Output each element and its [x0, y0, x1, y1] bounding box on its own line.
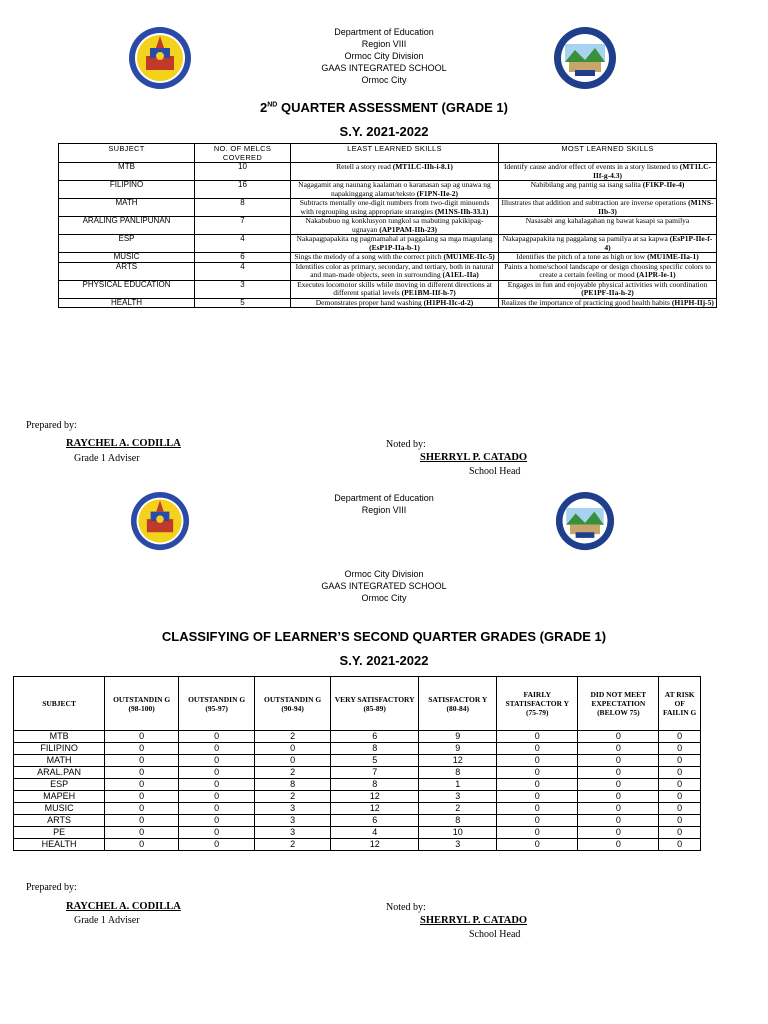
grades-col-header — [659, 677, 701, 731]
page1-school-year: S.Y. 2021-2022 — [339, 124, 429, 139]
grades-cell: 0 — [179, 731, 255, 743]
table-row — [14, 767, 701, 779]
most-skill-text: Nasasabi ang kahalagahan ng bawat kasapi sa pamilya — [525, 216, 690, 225]
row-most-learned — [499, 298, 717, 308]
grades-col-header — [419, 677, 497, 731]
row-most-learned — [499, 199, 717, 217]
skills-table — [58, 143, 717, 308]
least-skill-text: Nagagamit ang naunang kaalaman o karanasan sap ag unawa ng napakinggang alamat/teksto — [298, 180, 491, 198]
col-most-learned: MOST LEARNED SKILLS — [499, 144, 717, 163]
least-skill-code: (H1PH-IIc-d-2) — [423, 297, 474, 307]
col-melcs: NO. OF MELCS COVERED — [195, 144, 291, 163]
row-melcs: 4 — [195, 235, 291, 253]
row-melcs: 16 — [195, 181, 291, 199]
grades-cell: 0 — [659, 839, 701, 851]
grades-cell: 0 — [179, 815, 255, 827]
grades-col-title: SUBJECT — [42, 699, 76, 708]
row-subject: ESP — [59, 235, 195, 253]
row-melcs: 5 — [195, 298, 291, 308]
grades-cell: 0 — [497, 767, 578, 779]
grades-row-subject: ARAL.PAN — [14, 767, 105, 779]
table-row — [14, 743, 701, 755]
row-least-learned — [291, 280, 499, 298]
head-name: SHERRYL P. CATADO — [420, 452, 528, 463]
least-skill-code: (MT1LC-IIh-i-8.1) — [392, 162, 453, 171]
row-melcs: 8 — [195, 199, 291, 217]
grades-cell: 0 — [105, 731, 179, 743]
grades-cell: 0 — [497, 779, 578, 791]
grades-cell: 0 — [578, 731, 659, 743]
grades-row-subject: PE — [14, 827, 105, 839]
most-skill-code: (H1PH-IIj-5) — [671, 297, 714, 307]
row-least-learned — [291, 163, 499, 181]
grades-row-subject: ARTS — [14, 815, 105, 827]
row-melcs: 10 — [195, 163, 291, 181]
grades-cell: 0 — [179, 767, 255, 779]
grades-row-subject: MTB — [14, 731, 105, 743]
row-least-learned — [291, 298, 499, 308]
least-skill-code: (EsP1P-IIa-b-1) — [369, 242, 420, 252]
table-row — [59, 280, 717, 298]
row-most-learned — [499, 280, 717, 298]
letterhead-line: Ormoc City — [361, 75, 407, 85]
row-most-learned — [499, 262, 717, 280]
least-skill-code: (PE1BM-IIf-h-7) — [401, 288, 456, 297]
least-skill-code: (A1EL-IIa) — [442, 270, 479, 279]
grades-cell: 0 — [578, 791, 659, 803]
most-skill-code: (MU1ME-IIa-1) — [647, 252, 699, 261]
least-skill-code: (AP1PAM-IIh-23) — [379, 224, 438, 234]
grades-cell: 0 — [578, 767, 659, 779]
row-melcs: 3 — [195, 280, 291, 298]
grades-row-subject: MATH — [14, 755, 105, 767]
grades-cell: 0 — [659, 779, 701, 791]
grades-cell: 0 — [497, 839, 578, 851]
grades-cell: 0 — [497, 791, 578, 803]
grades-cell: 0 — [497, 755, 578, 767]
grades-cell: 9 — [419, 743, 497, 755]
page1-title — [0, 100, 768, 115]
grades-row-subject: FILIPINO — [14, 743, 105, 755]
grades-cell: 0 — [578, 815, 659, 827]
title-ordinal-suffix: ND — [267, 101, 278, 109]
skills-table-header — [59, 144, 717, 163]
row-melcs: 7 — [195, 217, 291, 235]
table-row — [14, 731, 701, 743]
row-subject: FILIPINO — [59, 181, 195, 199]
grades-cell: 2 — [255, 731, 331, 743]
most-skill-text: Engages in fun and enjoyable physical activities with coordination — [507, 279, 708, 289]
grades-cell: 0 — [497, 803, 578, 815]
row-least-learned — [291, 199, 499, 217]
grades-cell: 0 — [105, 791, 179, 803]
grades-cell: 0 — [497, 731, 578, 743]
least-skill-text: Retell a story read — [336, 162, 391, 171]
table-row — [59, 262, 717, 280]
grades-col-range: (95-97) — [205, 703, 228, 713]
table-row — [14, 815, 701, 827]
grades-col-header — [578, 677, 659, 731]
grades-cell: 0 — [659, 791, 701, 803]
least-skill-text: Executes locomotor skills while moving in different directions at different spatial levels — [297, 279, 492, 297]
grades-col-title: OUTSTANDIN G — [113, 694, 171, 704]
grades-cell: 0 — [578, 827, 659, 839]
grades-cell: 0 — [578, 743, 659, 755]
grades-col-header — [497, 677, 578, 731]
most-skill-code: (MT1LC-IIf-g-4.3) — [593, 162, 712, 180]
row-most-learned — [499, 235, 717, 253]
grades-cell: 8 — [331, 779, 419, 791]
grades-cell: 0 — [578, 755, 659, 767]
grades-cell: 2 — [255, 767, 331, 779]
grades-row-subject: MAPEH — [14, 791, 105, 803]
grades-col-range: (BELOW 75) — [597, 708, 640, 717]
grades-cell: 0 — [105, 755, 179, 767]
grades-col-title: AT RISK OF FAILIN G — [662, 690, 697, 717]
grades-cell: 0 — [105, 839, 179, 851]
grades-cell: 0 — [497, 743, 578, 755]
grades-cell: 0 — [659, 767, 701, 779]
row-melcs: 4 — [195, 262, 291, 280]
grades-cell: 0 — [179, 779, 255, 791]
grades-row-subject: HEALTH — [14, 839, 105, 851]
table-row — [14, 827, 701, 839]
grades-cell: 2 — [255, 839, 331, 851]
most-skill-code: (EsP1P-IIe-f-4) — [604, 234, 713, 252]
preparer-name: RAYCHEL A. CODILLA — [66, 438, 181, 449]
letterhead-line: GAAS INTEGRATED SCHOOL — [321, 63, 447, 73]
grades-row-subject: ESP — [14, 779, 105, 791]
col-subject: SUBJECT — [59, 144, 195, 163]
row-subject: MATH — [59, 199, 195, 217]
grades-cell: 0 — [255, 743, 331, 755]
most-skill-code: (A1PR-Ie-1) — [636, 270, 676, 279]
grades-col-header — [105, 677, 179, 731]
grades-cell: 1 — [419, 779, 497, 791]
row-least-learned — [291, 262, 499, 280]
grades-cell: 12 — [419, 755, 497, 767]
table-row — [59, 163, 717, 181]
most-skill-text: Realizes the importance of practicing good health habits — [501, 297, 670, 307]
grades-col-title: OUTSTANDIN G — [188, 694, 246, 704]
noted-by-label: Noted by: — [386, 902, 426, 913]
grades-cell: 0 — [179, 791, 255, 803]
grades-cell: 6 — [331, 815, 419, 827]
row-subject: PHYSICAL EDUCATION — [59, 280, 195, 298]
grades-cell: 12 — [331, 803, 419, 815]
page2-title: CLASSIFYING OF LEARNER’S SECOND QUARTER GRADES (GRADE 1) — [161, 629, 607, 644]
row-subject: ARALING PANLIPUNAN — [59, 217, 195, 235]
most-skill-text: Nakapagpapakita ng paggalang sa pamilya at sa kapwa — [502, 234, 668, 243]
grades-cell: 0 — [105, 767, 179, 779]
most-skill-text: Nabibilang ang pantig sa isang salita — [530, 180, 641, 189]
grades-cell: 10 — [419, 827, 497, 839]
grades-table — [13, 676, 701, 851]
most-skill-code: (PE1PF-IIa-h-2) — [581, 288, 634, 297]
grades-cell: 3 — [419, 791, 497, 803]
grades-cell: 2 — [255, 791, 331, 803]
grades-cell: 8 — [255, 779, 331, 791]
least-skill-text: Sings the melody of a song with the correct pitch — [294, 252, 442, 261]
table-row — [14, 779, 701, 791]
grades-cell: 0 — [179, 803, 255, 815]
grades-cell: 0 — [578, 839, 659, 851]
title-ordinal: 2 — [259, 100, 268, 115]
grades-cell: 3 — [419, 839, 497, 851]
grades-cell: 5 — [331, 755, 419, 767]
letterhead-line: GAAS INTEGRATED SCHOOL — [321, 581, 447, 591]
row-subject: HEALTH — [59, 298, 195, 308]
page2-school-year: S.Y. 2021-2022 — [339, 653, 429, 668]
most-skill-text: Paints a home/school landscape or design choosing specific colors to create a certain feeling or mood — [504, 261, 711, 279]
least-skill-code: (M1NS-IIh-33.1) — [434, 206, 489, 216]
preparer-name: RAYCHEL A. CODILLA — [66, 901, 181, 912]
grades-cell: 8 — [419, 815, 497, 827]
grades-cell: 0 — [179, 743, 255, 755]
prepared-by-label: Prepared by: — [26, 882, 77, 893]
prepared-by-label: Prepared by: — [26, 420, 77, 431]
least-skill-text: Nakabubuo ng konklusyon tungkol sa mabuting pakikipag-ugnayan — [305, 216, 484, 234]
grades-col-range: (98-100) — [128, 703, 155, 713]
col-least-learned: LEAST LEARNED SKILLS — [291, 144, 499, 163]
grades-cell: 8 — [331, 743, 419, 755]
grades-cell: 0 — [659, 815, 701, 827]
table-row — [59, 298, 717, 308]
grades-cell: 0 — [105, 779, 179, 791]
least-skill-code: (MU1ME-IIc-5) — [443, 252, 495, 261]
grades-cell: 0 — [659, 743, 701, 755]
head-role: School Head — [469, 929, 521, 940]
grades-col-header — [179, 677, 255, 731]
grades-cell: 3 — [255, 815, 331, 827]
row-melcs: 6 — [195, 253, 291, 263]
row-least-learned — [291, 217, 499, 235]
grades-cell: 7 — [331, 767, 419, 779]
grades-table-header — [14, 677, 701, 731]
grades-cell: 0 — [255, 755, 331, 767]
table-row — [14, 755, 701, 767]
most-skill-code: (F1KP-IIe-4) — [642, 180, 685, 189]
grades-cell: 0 — [659, 827, 701, 839]
head-role: School Head — [469, 466, 521, 477]
grades-col-header — [331, 677, 419, 731]
grades-col-title: DID NOT MEET EXPECTATION — [590, 690, 647, 708]
grades-col-header — [255, 677, 331, 731]
table-row — [14, 791, 701, 803]
letterhead-line: Department of Education — [334, 493, 434, 503]
grades-col-title: VERY SATISFACTORY — [334, 694, 415, 704]
letterhead-line: Department of Education — [334, 27, 434, 37]
least-skill-text: Subtracts mentally one-digit numbers from two-digit minuends with regrouping using appropriate strategies — [299, 198, 490, 216]
grades-cell: 6 — [331, 731, 419, 743]
grades-row-subject: MUSIC — [14, 803, 105, 815]
grades-col-range: (90-94) — [281, 703, 304, 713]
table-row — [59, 181, 717, 199]
row-least-learned — [291, 181, 499, 199]
grades-cell: 0 — [659, 803, 701, 815]
letterhead-line: Ormoc City Division — [344, 51, 424, 61]
title-text: QUARTER ASSESSMENT (GRADE 1) — [277, 100, 508, 115]
table-row — [59, 235, 717, 253]
most-skill-text: Illustrates that addition and subtraction are inverse operations — [501, 198, 687, 207]
grades-cell: 0 — [105, 827, 179, 839]
grades-col-range: (75-79) — [526, 708, 549, 717]
letterhead-line: Region VIII — [361, 505, 407, 515]
letterhead-line: Ormoc City Division — [344, 569, 424, 579]
grades-cell: 8 — [419, 767, 497, 779]
head-name: SHERRYL P. CATADO — [420, 915, 528, 926]
grades-col-title: OUTSTANDIN G — [264, 694, 322, 704]
noted-by-label: Noted by: — [386, 439, 426, 450]
preparer-role: Grade 1 Adviser — [74, 915, 140, 926]
least-skill-text: Nakapagpapakita ng pagmamahal at paggalang sa mga magulang — [296, 234, 493, 243]
grades-cell: 0 — [497, 827, 578, 839]
least-skill-code: (F1PN-IIe-2) — [416, 188, 459, 198]
grades-col-title: SATISFACTOR Y — [428, 694, 488, 704]
grades-col-title: FAIRLY STATISFACTOR Y — [505, 690, 570, 708]
row-most-learned — [499, 217, 717, 235]
grades-cell: 12 — [331, 791, 419, 803]
grades-col-range: (85-89) — [363, 703, 386, 713]
grades-cell: 0 — [105, 815, 179, 827]
grades-col-header — [14, 677, 105, 731]
row-most-learned — [499, 181, 717, 199]
row-subject: MTB — [59, 163, 195, 181]
grades-cell: 0 — [105, 743, 179, 755]
grades-cell: 4 — [331, 827, 419, 839]
row-least-learned — [291, 235, 499, 253]
table-row — [59, 199, 717, 217]
grades-cell: 12 — [331, 839, 419, 851]
letterhead-line: Ormoc City — [361, 593, 407, 603]
row-most-learned — [499, 163, 717, 181]
grades-cell: 0 — [659, 731, 701, 743]
grades-col-range: (80-84) — [446, 703, 470, 713]
least-skill-text: Identifies color as primary, secondary, and tertiary, both in natural and man-made objects, seen in surrounding — [295, 261, 494, 279]
grades-cell: 0 — [578, 803, 659, 815]
most-skill-code: (M1NS-IIb-3) — [598, 198, 714, 216]
grades-cell: 0 — [179, 827, 255, 839]
table-row — [59, 217, 717, 235]
grades-cell: 2 — [419, 803, 497, 815]
page2-letterhead-bottom — [0, 568, 768, 604]
table-row — [14, 839, 701, 851]
page1-letterhead — [0, 26, 768, 86]
grades-cell: 0 — [179, 755, 255, 767]
page2-letterhead-top — [0, 492, 768, 516]
row-subject: MUSIC — [59, 253, 195, 263]
most-skill-text: Identify cause and/or effect of events in a story listened to — [503, 162, 678, 171]
preparer-role: Grade 1 Adviser — [74, 453, 140, 464]
grades-cell: 0 — [659, 755, 701, 767]
grades-cell: 0 — [179, 839, 255, 851]
least-skill-text: Demonstrates proper hand washing — [315, 297, 422, 307]
table-row — [14, 803, 701, 815]
grades-cell: 3 — [255, 827, 331, 839]
grades-cell: 0 — [578, 779, 659, 791]
letterhead-line: Region VIII — [361, 39, 407, 49]
most-skill-text: Identifies the pitch of a tone as high or low — [516, 252, 646, 261]
grades-cell: 3 — [255, 803, 331, 815]
row-subject: ARTS — [59, 262, 195, 280]
grades-cell: 0 — [497, 815, 578, 827]
grades-cell: 9 — [419, 731, 497, 743]
grades-cell: 0 — [105, 803, 179, 815]
